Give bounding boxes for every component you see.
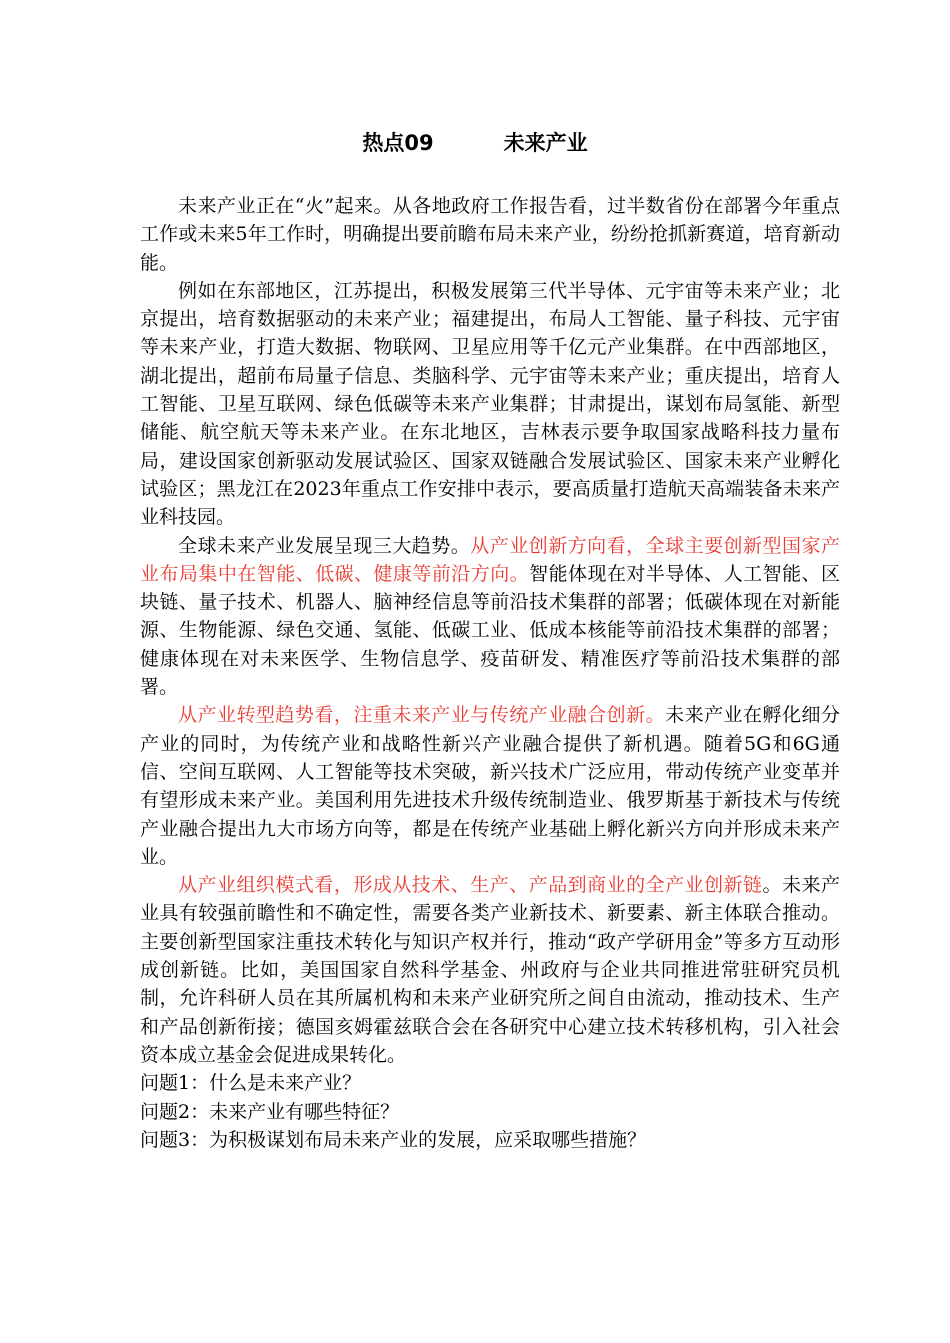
- paragraph-trend-innovation: [140, 532, 840, 702]
- paragraph-regional-examples: 例如在东部地区，江苏提出，积极发展第三代半导体、元宇宙等未来产业；北京提出，培育数据驱动的未来产业；福建提出，布局人工智能、量子科技、元宇宙等未来产业，打造大数据、物联网、卫星应用等千亿元产业集群。在中西部地区，湖北提出，超前布局量子信息、类脑科学、元宇宙等未来产业；重庆提出，培育人工智能、卫星互联网、绿色低碳等未来产业集群；甘肃提出，谋划布局氢能、新型储能、航空航天等未来产业。在东北地区，吉林表示要争取国家战略科技力量布局，建设国家创新驱动发展试验区、国家双链融合发展试验区、国家未来产业孵化试验区；黑龙江在2023年重点工作安排中表示，要高质量打造航天高端装备未来产业科技园。: [140, 279, 840, 529]
- trend-1-detail: 智能体现在对半导体、人工智能、区块链、量子技术、机器人、脑神经信息等前沿技术集群的部署；低碳体现在对新能源、生物能源、绿色交通、氢能、低碳工业、低成本核能等前沿技术集群的部署；健康体现在对未来医学、生物信息学、疫苗研发、精准医疗等前沿技术集群的部署。: [140, 562, 840, 699]
- question-2: 问题2：未来产业有哪些特征？: [140, 1100, 400, 1123]
- article-body: [140, 192, 840, 1154]
- trend-lead-text: 全球未来产业发展呈现三大趋势。: [178, 534, 471, 557]
- paragraph-trend-organization: [140, 871, 840, 1069]
- trend-1-highlight: 从产业创新方向看，全球主要创新型国家产业布局集中在智能、低碳、健康等前沿方向。: [140, 534, 840, 585]
- title-code: 热点09: [362, 131, 434, 155]
- paragraph-intro: 未来产业正在“火”起来。从各地政府工作报告看，过半数省份在部署今年重点工作或未来5年工作时，明确提出要前瞻布局未来产业，纷纷抢抓新赛道，培育新动能。: [140, 195, 840, 274]
- question-1: 问题1：什么是未来产业？: [140, 1072, 362, 1095]
- page-title: [0, 128, 950, 158]
- question-3: 问题3：为积极谋划布局未来产业的发展，应采取哪些措施？: [140, 1128, 647, 1151]
- trend-3-detail: 。未来产业具有较强前瞻性和不确定性，需要各类产业新技术、新要素、新主体联合推动。主要创新型国家注重技术转化与知识产权并行，推动“政产学研用金”等多方互动形成创新链。比如，美国国家自然科学基金、州政府与企业共同推进常驻研究员机制，允许科研人员在其所属机构和未来产业研究所之间自由流动，推动技术、生产和产品创新衔接；德国亥姆霍兹联合会在各研究中心建立技术转移机构，引入社会资本成立基金会促进成果转化。: [140, 874, 840, 1066]
- trend-2-detail: 未来产业在孵化细分产业的同时，为传统产业和战略性新兴产业融合提供了新机遇。随着5G和6G通信、空间互联网、人工智能等技术突破，新兴技术广泛应用，带动传统产业变革并有望形成未来产业。美国利用先进技术升级传统制造业、俄罗斯基于新技术与传统产业融合提出九大市场方向等，都是在传统产业基础上孵化新兴方向并形成未来产业。: [140, 704, 840, 868]
- title-topic: 未来产业: [503, 131, 588, 155]
- paragraph-trend-transformation: [140, 701, 840, 871]
- trend-3-highlight: 从产业组织模式看，形成从技术、生产、产品到商业的全产业创新链: [178, 874, 763, 897]
- trend-2-highlight: 从产业转型趋势看，注重未来产业与传统产业融合创新。: [178, 704, 666, 727]
